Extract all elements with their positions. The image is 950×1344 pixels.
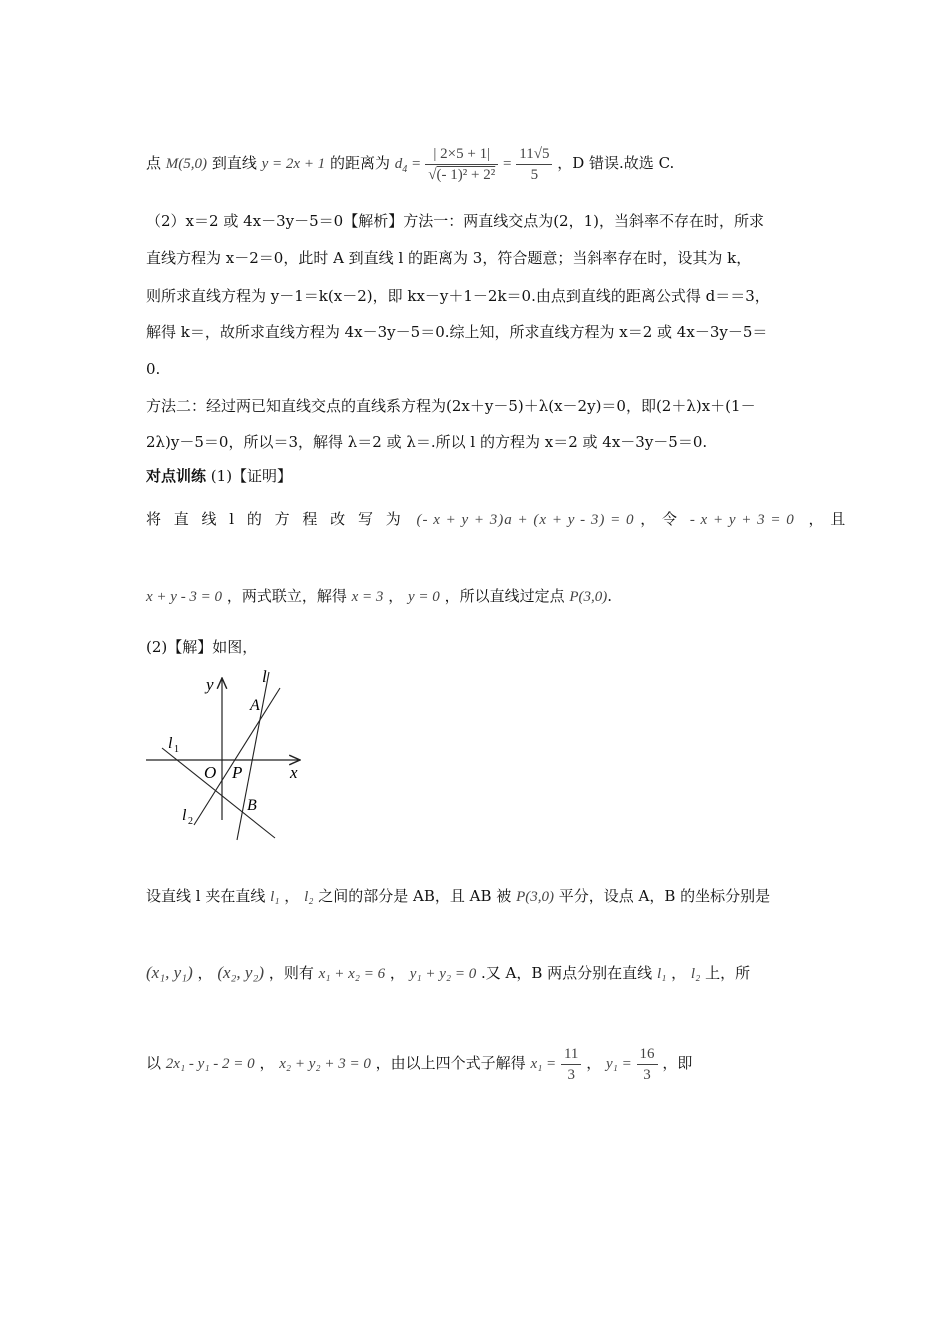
point-p: P(3,0) [516,889,554,905]
solve-line [146,1038,804,1088]
paragraph-line: 0. [146,360,161,378]
y1-fraction [637,1044,658,1085]
solution-y: y = 0 [408,589,440,605]
part-label: (1)【证明】 [210,467,293,485]
equals-sign: = [503,156,512,172]
line-l1-ref: l₁ [270,889,280,905]
fixed-point-line: x + y - 3 = 0 ，两式联立，解得 x = 3 ， y = 0 ，所以直线过定点 P(3,0). [146,587,613,605]
paragraph-line: 解得 k＝，故所求直线方程为 4x－3y－5＝0.综上知，所求直线方程为 x＝2 或 4x－3y－5＝ [146,323,768,341]
line-l2-ref: l₂ [690,966,701,982]
y1-label: y₁ = [606,1056,632,1072]
label-p: P [232,763,243,782]
paragraph-line: 则所求直线方程为 y－1＝k(x－2)，即 kx－y＋1－2k＝0.由点到直线的距离公式得 d＝＝3， [146,287,770,305]
line-l2-ref: l₂ [304,889,314,905]
text: ， [388,587,404,605]
fraction-numerator: | 2×5 + 1| [425,144,498,165]
text: 平分，设点 A，B 的坐标分别是 [558,887,771,905]
fraction-denominator: √(- 1)² + 2² [428,166,496,183]
sum-x: x₁ + x₂ = 6 [318,966,386,982]
label-y: y [206,675,214,694]
ab-segment-line [146,885,804,908]
distance-line [146,135,804,191]
practice-heading [146,465,804,487]
text: 到直线 [211,154,257,172]
fraction-numerator: 11√5 [516,144,552,165]
text: .又 A，B 两点分别在直线 [480,964,653,982]
text: 点 [146,154,162,172]
text: 将 直 线 l 的 方 程 改 写 为 [146,510,405,528]
text: ， [197,964,213,982]
text: ，所以直线过定点 [444,587,565,605]
fraction-denominator: 5 [530,166,539,183]
coordinate-figure [140,660,320,845]
line-l2 [194,688,280,825]
text: 之间的部分是 AB，且 AB 被 [318,887,512,905]
label-l2: l [182,807,187,824]
text: 设直线 l 夹在直线 [146,887,266,905]
point-p: P(3,0) [569,589,608,605]
text: ，两式联立，解得 [226,587,347,605]
text: ， [586,1054,602,1072]
equation-a: 2x₁ - y₁ - 2 = 0 [165,1056,255,1072]
distance-fraction [425,144,498,185]
result-fraction [516,144,552,185]
text: 的距离为 [329,154,390,172]
fraction-denominator: 3 [567,1066,575,1083]
paragraph-line: 直线方程为 x－2＝0，此时 A 到直线 l 的距离为 3，符合题意；当斜率存在时，设其为 k， [146,249,752,267]
part-two-label: (2)【解】如图， [146,638,258,656]
text: ， [284,887,300,905]
text: 以 [146,1054,162,1072]
label-l2-sub: 2 [188,816,193,827]
distance-symbol: $d_4$ [394,156,408,175]
text: ，即 [662,1054,693,1072]
label-a: A [250,697,260,714]
text: ，则有 [268,964,314,982]
text: ，D 错误.故选 C. [557,154,675,172]
x1-fraction [561,1044,581,1085]
coord-a: (x₁, y₁) [146,963,193,982]
equation: x + y - 3 = 0 [146,589,223,605]
text: ， 令 [640,510,679,528]
text: ， 且 [808,510,847,528]
coord-b: (x₂, y₂) [217,963,265,982]
paragraph-line: （2）x＝2 或 4x－3y－5＝0【解析】方法一：两直线交点为(2，1)，当斜率不存在时，所求 [146,212,764,230]
line-l1 [162,748,275,838]
label-b: B [247,797,257,814]
rewrite-line [146,508,847,531]
text: ， [671,964,687,982]
label-x: x [290,763,298,782]
line-equation: y = 2x + 1 [261,156,326,172]
text: ， [259,1054,275,1072]
paragraph-line: 2λ)y－5＝0，所以＝3，解得 λ＝2 或 λ＝.所以 l 的方程为 x＝2 或 4x－3y－5＝0. [146,433,708,451]
point-m: M(5,0) [165,156,208,172]
equation-b: x₂ + y₂ + 3 = 0 [279,1056,371,1072]
equals-sign: = [412,156,421,172]
fraction-numerator: 16 [637,1044,658,1065]
solution-x: x = 3 [351,589,384,605]
coordinates-line [146,962,804,985]
label-l: l [262,667,267,686]
rewrite-equation: (- x + y + 3)a + (x + y - 3) = 0 [416,512,635,528]
fraction-denominator: 3 [643,1066,651,1083]
sum-y: y₁ + y₂ = 0 [409,966,477,982]
x1-label: x₁ = [530,1056,557,1072]
fraction-numerator: 11 [561,1044,581,1065]
heading-label: 对点训练 [146,467,207,485]
condition-equation: - x + y + 3 = 0 [689,512,795,528]
label-o: O [204,763,217,782]
text: ， [389,964,405,982]
text: 上，所 [705,964,751,982]
text: ，由以上四个式子解得 [375,1054,526,1072]
paragraph-line: 方法二：经过两已知直线交点的直线系方程为(2x＋y－5)＋λ(x－2y)＝0，即(2＋λ)x＋(1－ [146,397,756,415]
label-l1-sub: 1 [174,744,179,755]
label-l1: l [168,735,173,752]
line-l1-ref: l₁ [656,966,667,982]
